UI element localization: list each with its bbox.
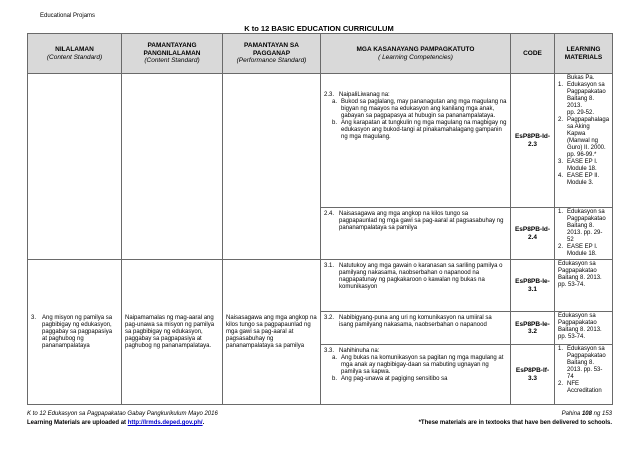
cell-code: EsP8PB-Ie-3.2 <box>511 312 555 345</box>
cell-competency: 3.3. Nahihinuha na: a. Ang bukas na komunikasyon sa pagitan ng mga magulang at mga anak ay nagbibigay-daan sa mabuting ugnayan ng pamilya sa kapwa. b. Ang pag-unawa at pagiging sensitibo sa <box>321 345 511 405</box>
cell-competency: 2.4. Naisasagawa ang mga angkop na kilos tungo sa pagpapaunlad ng mga gawi sa pag-aaral at pagsasabuhay ng pananampalataya sa pamilya <box>321 208 511 260</box>
col-header-learning-materials: LEARNING MATERIALS <box>555 34 613 74</box>
cell-performance-standard-empty <box>223 74 321 260</box>
cell-code: EsP8PB-Id-2.3 <box>511 74 555 208</box>
cell-materials: 1. Edukasyon sa Pagpapakatao Baitang 8. 2013. pp. 53-74 2. NFE Accreditation <box>555 345 613 405</box>
cell-content-standard-empty <box>122 74 223 260</box>
cell-competency: 2.3. NaipaliLiwanag na: a. Bukod sa paglalang, may pananagutan ang mga magulang na bigyan ng maayos na edukasyon ang kanilang mga anak, gabayan sa pagpapasya at hubugin sa pananampalataya. b. Ang karapatan at tungkulin ng mga magulang na magbigay ng edukasyon ang bukod-tangi at pinakamahalagang gampanin ng mga magulang. <box>321 74 511 208</box>
footer-uploaded: Learning Materials are uploaded at http://lrmds.deped.gov.ph/. <box>27 420 205 426</box>
footer-page-number: Pahina 108 ng 153 <box>561 411 612 417</box>
cell-competency: 3.2. Nabibigyang-puna ang uri ng komunikasyon na umiiral sa isang pamilyang nakasama, naobserbahan o napanood <box>321 312 511 345</box>
table-header-row <box>28 34 613 74</box>
cell-content-standard: Naipamamalas ng mag-aaral ang pag-unawa sa misyon ng pamilya sa pagbibigay ng edukasyon, paggabay sa pagpapasiya at paghubog ng pananampalataya. <box>122 260 223 405</box>
cell-materials: Edukasyon sa Pagpapakatao Baitang 8. 2013. pp. 53-74. <box>555 260 613 312</box>
table-row <box>28 260 613 312</box>
cell-materials: Edukasyon sa Pagpapakatao Baitang 8. 2013. pp. 53-74. <box>555 312 613 345</box>
curriculum-table <box>27 33 613 405</box>
cell-content-empty <box>28 74 122 260</box>
cell-code: EsP8PB-Ie-3.1 <box>511 260 555 312</box>
col-header-pamantayan-sa-pagganap: PAMANTAYAN SA PAGGANAP (Performance Standard) <box>223 34 321 74</box>
cell-materials: 1. Edukasyon sa Pagpapakatao Baitang 8. 2013. pp. 29-52 2. EASE EP I. Module 18. <box>555 208 613 260</box>
col-header-nilalaman: NILALAMAN (Content Standard) <box>28 34 122 74</box>
cell-content: 3. Ang misyon ng pamilya sa pagbibigay ng edukasyon, paggabay sa pagpapasiya at paghubog ng pananampalataya <box>28 260 122 405</box>
col-header-code: CODE <box>511 34 555 74</box>
cell-performance-standard: Naisasagawa ang mga angkop na kilos tungo sa pagpapaunlad ng mga gawi sa pag-aaral at pagsasabuhay ng pananampalataya sa pamilya <box>223 260 321 405</box>
col-header-kasanayang-pampagkatuto: MGA KASANAYANG PAMPAGKATUTO ( Learning Competencies) <box>321 34 511 74</box>
footer-guide: K to 12 Edukasyon sa Pagpapakatao Gabay Pangkurikulum Mayo 2016 <box>27 411 218 417</box>
cell-code: EsP8PB-Id-2.4 <box>511 208 555 260</box>
cell-competency: 3.1. Natutukoy ang mga gawain o karanasan sa sariling pamilya o pamilyang nakasama, naobserbahan o napanood na nagpapatunay ng pagkakaroon o kawalan ng bukas na komunikasyon <box>321 260 511 312</box>
table-row <box>28 74 613 208</box>
cell-code: EsP8PB-If-3.3 <box>511 345 555 405</box>
cell-materials: Bukas Pa. 1. Edukasyon sa Pagpapakatao Baitang 8. 2013. pp. 29-52. 2. Pagpapahalaga sa Aking Kapwa (Manwal ng Guro) II. 2000. pp. 96-99.* 3. EASE EP I. Module 18. 4. EASE EP II. Module 3. <box>555 74 613 208</box>
document-title: K to 12 BASIC EDUCATION CURRICULUM <box>244 24 394 33</box>
col-header-pamantayang-pangnilalaman: PAMANTAYANG PANGNILALAMAN (Content Standard) <box>122 34 223 74</box>
lrmds-link[interactable]: http://lrmds.deped.gov.ph/ <box>127 420 203 426</box>
header-top-left: Educational Projams <box>40 13 96 19</box>
footer-note: *These materials are in textooks that have ben delivered to schools. <box>418 420 612 426</box>
